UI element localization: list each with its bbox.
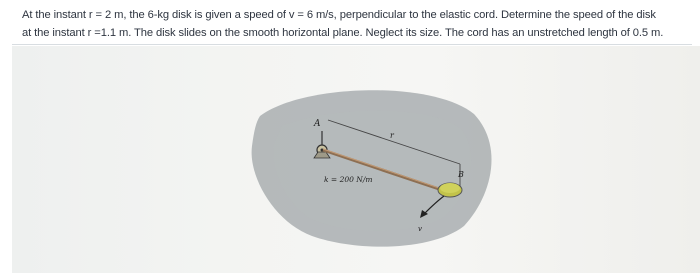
disk-cord-diagram [12,46,700,273]
label-b: B [458,170,464,179]
label-v: v [418,225,422,233]
problem-line-2: at the instant r =1.1 m. The disk slides on the smooth horizontal plane. Neglect its size. The cord has an unstretched length of 0.5 m. [22,27,664,39]
label-a: A [314,119,321,129]
problem-line-1: At the instant r = 2 m, the 6-kg disk is given a speed of v = 6 m/s, perpendicular to the elastic cord. Determine the speed of the disk [22,9,656,21]
divider [12,44,692,45]
label-k: k = 200 N/m [324,175,373,184]
problem-statement [22,6,694,42]
figure-area [12,46,700,273]
disk-b-top [440,183,460,193]
label-r: r [390,131,394,140]
plane-shade [273,111,471,231]
